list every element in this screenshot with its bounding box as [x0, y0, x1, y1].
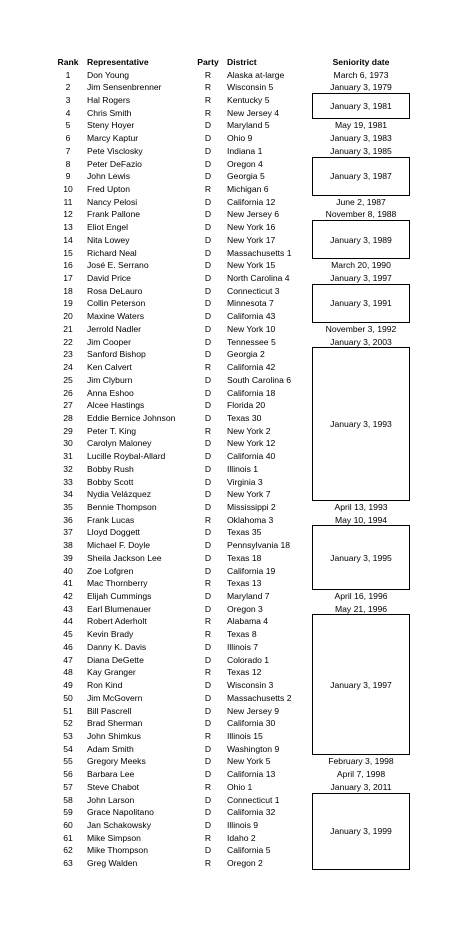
representative-cell: Kevin Brady — [87, 629, 134, 640]
district-cell: Texas 35 — [227, 527, 262, 538]
rank-cell: 32 — [63, 463, 73, 474]
seniority-date-cell: January 3, 1993 — [312, 347, 410, 501]
rank-cell: 48 — [63, 667, 73, 678]
district-cell: California 12 — [227, 196, 276, 207]
district-cell: New York 5 — [227, 756, 271, 767]
representative-cell: Adam Smith — [87, 743, 134, 754]
party-cell: D — [204, 680, 212, 691]
district-cell: Ohio 1 — [227, 781, 253, 792]
representative-cell: Lucille Roybal-Allard — [87, 451, 166, 462]
representative-cell: Anna Eshoo — [87, 387, 134, 398]
representative-cell: Marcy Kaptur — [87, 133, 139, 144]
district-cell: New York 17 — [227, 234, 276, 245]
rank-cell: 20 — [63, 311, 73, 322]
district-cell: Ohio 9 — [227, 133, 253, 144]
party-cell: D — [204, 794, 212, 805]
rank-cell: 10 — [63, 183, 73, 194]
party-cell: D — [204, 451, 212, 462]
party-cell: R — [204, 514, 212, 525]
district-cell: California 13 — [227, 769, 276, 780]
district-cell: Mississippi 2 — [227, 501, 276, 512]
party-cell: D — [204, 273, 212, 284]
rank-cell: 40 — [63, 565, 73, 576]
district-cell: Connecticut 1 — [227, 794, 280, 805]
rank-cell: 14 — [63, 234, 73, 245]
header-representative: Representative — [87, 57, 149, 67]
representative-cell: Ken Calvert — [87, 362, 132, 373]
party-cell: D — [204, 552, 212, 563]
party-cell: D — [204, 234, 212, 245]
seniority-date-cell: January 3, 1997 — [330, 273, 392, 284]
representative-cell: Bennie Thompson — [87, 501, 157, 512]
district-cell: Georgia 2 — [227, 349, 265, 360]
district-cell: California 18 — [227, 387, 276, 398]
seniority-date-cell: April 7, 1998 — [336, 769, 386, 780]
seniority-date-cell: May 21, 1996 — [334, 603, 388, 614]
party-cell: D — [204, 323, 212, 334]
rank-cell: 62 — [63, 845, 73, 856]
district-cell: Texas 8 — [227, 629, 257, 640]
rank-cell: 36 — [63, 514, 73, 525]
seniority-date-cell: March 6, 1973 — [333, 69, 389, 80]
seniority-date-cell: January 3, 1989 — [312, 220, 410, 259]
party-cell: R — [204, 183, 212, 194]
party-cell: D — [204, 247, 212, 258]
district-cell: New York 2 — [227, 425, 271, 436]
party-cell: R — [204, 858, 212, 869]
district-cell: Massachusetts 2 — [227, 692, 292, 703]
rank-cell: 56 — [63, 769, 73, 780]
representative-cell: Frank Lucas — [87, 514, 135, 525]
rank-cell: 31 — [63, 451, 73, 462]
header-district: District — [227, 57, 257, 67]
rank-cell: 59 — [63, 807, 73, 818]
representative-cell: Steve Chabot — [87, 781, 140, 792]
party-cell: D — [204, 438, 212, 449]
seniority-date-cell: January 3, 1999 — [312, 793, 410, 870]
district-cell: Texas 13 — [227, 578, 262, 589]
seniority-date-cell: February 3, 1998 — [328, 756, 394, 767]
seniority-date-cell: January 3, 1995 — [312, 525, 410, 590]
representative-cell: Danny K. Davis — [87, 641, 147, 652]
party-cell: D — [204, 641, 212, 652]
rank-cell: 49 — [63, 680, 73, 691]
rank-cell: 43 — [63, 603, 73, 614]
representative-cell: Jan Schakowsky — [87, 819, 152, 830]
party-cell: D — [204, 120, 212, 131]
rank-cell: 30 — [63, 438, 73, 449]
representative-cell: Sanford Bishop — [87, 349, 146, 360]
rank-cell: 52 — [63, 718, 73, 729]
seniority-date-cell: November 8, 1988 — [325, 209, 397, 220]
district-cell: Tennessee 5 — [227, 336, 276, 347]
party-cell: D — [204, 349, 212, 360]
representative-cell: Ron Kind — [87, 680, 123, 691]
party-cell: D — [204, 196, 212, 207]
district-cell: New Jersey 9 — [227, 705, 280, 716]
party-cell: D — [204, 209, 212, 220]
representative-cell: Chris Smith — [87, 107, 132, 118]
rank-cell: 39 — [63, 552, 73, 563]
representative-cell: Elijah Cummings — [87, 591, 152, 602]
representative-cell: Nita Lowey — [87, 234, 130, 245]
district-cell: Alaska at-large — [227, 69, 285, 80]
rank-cell: 2 — [65, 82, 71, 93]
representative-cell: José E. Serrano — [87, 260, 149, 271]
representative-cell: Rosa DeLauro — [87, 285, 143, 296]
rank-cell: 1 — [65, 69, 71, 80]
rank-cell: 63 — [63, 858, 73, 869]
seniority-date-cell: January 3, 1983 — [330, 133, 392, 144]
rank-cell: 46 — [63, 641, 73, 652]
representative-cell: Earl Blumenauer — [87, 603, 152, 614]
rank-cell: 8 — [65, 158, 71, 169]
district-cell: California 19 — [227, 565, 276, 576]
representative-cell: Hal Rogers — [87, 94, 130, 105]
party-cell: D — [204, 476, 212, 487]
representative-cell: Mike Simpson — [87, 832, 141, 843]
district-cell: New York 15 — [227, 260, 276, 271]
representative-cell: Lloyd Doggett — [87, 527, 141, 538]
party-cell: R — [204, 362, 212, 373]
party-cell: D — [204, 769, 212, 780]
party-cell: D — [204, 463, 212, 474]
district-cell: Illinois 1 — [227, 463, 259, 474]
party-cell: D — [204, 527, 212, 538]
party-cell: D — [204, 807, 212, 818]
district-cell: Georgia 5 — [227, 171, 265, 182]
seniority-date-cell: November 3, 1992 — [325, 323, 397, 334]
rank-cell: 13 — [63, 222, 73, 233]
district-cell: Oregon 4 — [227, 158, 263, 169]
representative-cell: Richard Neal — [87, 247, 137, 258]
party-cell: D — [204, 692, 212, 703]
representative-cell: Grace Napolitano — [87, 807, 154, 818]
seniority-date-cell: January 3, 1979 — [330, 82, 392, 93]
header-rank: Rank — [57, 57, 79, 67]
representative-cell: Fred Upton — [87, 183, 130, 194]
district-cell: Minnesota 7 — [227, 298, 274, 309]
rank-cell: 58 — [63, 794, 73, 805]
district-cell: Florida 20 — [227, 400, 266, 411]
district-cell: Idaho 2 — [227, 832, 256, 843]
rank-cell: 21 — [63, 323, 73, 334]
district-cell: New Jersey 4 — [227, 107, 280, 118]
representative-cell: Jim Cooper — [87, 336, 131, 347]
representative-cell: Sheila Jackson Lee — [87, 552, 162, 563]
seniority-date-cell: January 3, 1985 — [330, 145, 392, 156]
representative-cell: Alcee Hastings — [87, 400, 145, 411]
district-cell: North Carolina 4 — [227, 273, 290, 284]
party-cell: D — [204, 819, 212, 830]
party-cell: R — [204, 107, 212, 118]
seniority-date-cell: January 3, 1987 — [312, 157, 410, 196]
representative-cell: Steny Hoyer — [87, 120, 135, 131]
party-cell: D — [204, 260, 212, 271]
party-cell: D — [204, 387, 212, 398]
representative-cell: Collin Peterson — [87, 298, 146, 309]
representative-cell: Pete Visclosky — [87, 145, 143, 156]
rank-cell: 45 — [63, 629, 73, 640]
party-cell: D — [204, 285, 212, 296]
rank-cell: 15 — [63, 247, 73, 258]
rank-cell: 22 — [63, 336, 73, 347]
district-cell: Illinois 15 — [227, 730, 263, 741]
party-cell: D — [204, 501, 212, 512]
party-cell: R — [204, 69, 212, 80]
district-cell: Texas 12 — [227, 667, 262, 678]
representative-cell: Mike Thompson — [87, 845, 148, 856]
rank-cell: 19 — [63, 298, 73, 309]
representative-cell: Nancy Pelosi — [87, 196, 138, 207]
rank-cell: 34 — [63, 489, 73, 500]
district-cell: California 42 — [227, 362, 276, 373]
party-cell: D — [204, 845, 212, 856]
seniority-date-cell: January 3, 1997 — [312, 614, 410, 755]
rank-cell: 26 — [63, 387, 73, 398]
representative-cell: Jerrold Nadler — [87, 323, 141, 334]
representative-cell: David Price — [87, 273, 131, 284]
rank-cell: 44 — [63, 616, 73, 627]
rank-cell: 4 — [65, 107, 71, 118]
district-cell: Wisconsin 5 — [227, 82, 274, 93]
district-cell: Maryland 7 — [227, 591, 270, 602]
district-cell: Indiana 1 — [227, 145, 263, 156]
rank-cell: 6 — [65, 133, 71, 144]
rank-cell: 18 — [63, 285, 73, 296]
party-cell: D — [204, 336, 212, 347]
district-cell: Pennsylvania 18 — [227, 540, 291, 551]
district-cell: California 40 — [227, 451, 276, 462]
seniority-date-cell: January 3, 1991 — [312, 284, 410, 323]
rank-cell: 51 — [63, 705, 73, 716]
party-cell: D — [204, 756, 212, 767]
rank-cell: 42 — [63, 591, 73, 602]
rank-cell: 41 — [63, 578, 73, 589]
rank-cell: 57 — [63, 781, 73, 792]
party-cell: D — [204, 145, 212, 156]
district-cell: Kentucky 5 — [227, 94, 270, 105]
district-cell: New York 7 — [227, 489, 271, 500]
representative-cell: Eliot Engel — [87, 222, 129, 233]
representative-cell: Mac Thornberry — [87, 578, 148, 589]
party-cell: R — [204, 832, 212, 843]
rank-cell: 3 — [65, 94, 71, 105]
rank-cell: 37 — [63, 527, 73, 538]
district-cell: Michigan 6 — [227, 183, 269, 194]
party-cell: D — [204, 718, 212, 729]
representative-cell: Jim Sensenbrenner — [87, 82, 162, 93]
rank-cell: 33 — [63, 476, 73, 487]
party-cell: D — [204, 158, 212, 169]
party-cell: D — [204, 374, 212, 385]
rank-cell: 35 — [63, 501, 73, 512]
district-cell: New York 12 — [227, 438, 276, 449]
district-cell: Connecticut 3 — [227, 285, 280, 296]
party-cell: D — [204, 412, 212, 423]
representative-cell: Robert Aderholt — [87, 616, 147, 627]
district-cell: New York 10 — [227, 323, 276, 334]
seniority-date-cell: January 3, 1981 — [312, 93, 410, 119]
representative-cell: Greg Walden — [87, 858, 138, 869]
party-cell: D — [204, 540, 212, 551]
party-cell: D — [204, 133, 212, 144]
rank-cell: 27 — [63, 400, 73, 411]
party-cell: D — [204, 591, 212, 602]
rank-cell: 9 — [65, 171, 71, 182]
representative-cell: Bobby Scott — [87, 476, 134, 487]
representative-cell: Brad Sherman — [87, 718, 143, 729]
representative-cell: Bill Pascrell — [87, 705, 132, 716]
district-cell: California 5 — [227, 845, 271, 856]
rank-cell: 61 — [63, 832, 73, 843]
party-cell: R — [204, 667, 212, 678]
representative-cell: Don Young — [87, 69, 130, 80]
party-cell: D — [204, 565, 212, 576]
district-cell: Oregon 2 — [227, 858, 263, 869]
party-cell: D — [204, 222, 212, 233]
seniority-date-cell: January 3, 2003 — [330, 336, 392, 347]
representative-cell: Bobby Rush — [87, 463, 134, 474]
party-cell: D — [204, 311, 212, 322]
rank-cell: 25 — [63, 374, 73, 385]
party-cell: D — [204, 171, 212, 182]
seniority-date-cell: May 19, 1981 — [334, 120, 388, 131]
district-cell: Texas 18 — [227, 552, 262, 563]
seniority-date-cell: June 2, 1987 — [336, 196, 386, 207]
representative-cell: John Lewis — [87, 171, 130, 182]
rank-cell: 17 — [63, 273, 73, 284]
district-cell: Colorado 1 — [227, 654, 270, 665]
header-seniority-date: Seniority date — [332, 57, 390, 67]
rank-cell: 7 — [65, 145, 71, 156]
district-cell: Oregon 3 — [227, 603, 263, 614]
district-cell: Maryland 5 — [227, 120, 270, 131]
header-party: Party — [197, 57, 219, 67]
party-cell: R — [204, 94, 212, 105]
rank-cell: 55 — [63, 756, 73, 767]
representative-cell: Zoe Lofgren — [87, 565, 134, 576]
party-cell: D — [204, 603, 212, 614]
district-cell: California 30 — [227, 718, 276, 729]
district-cell: Virginia 3 — [227, 476, 263, 487]
party-cell: R — [204, 781, 212, 792]
rank-cell: 50 — [63, 692, 73, 703]
district-cell: Washington 9 — [227, 743, 280, 754]
representative-cell: Eddie Bernice Johnson — [87, 412, 176, 423]
representative-cell: Nydia Velázquez — [87, 489, 152, 500]
rank-cell: 5 — [65, 120, 71, 131]
party-cell: D — [204, 743, 212, 754]
representative-cell: Kay Granger — [87, 667, 136, 678]
rank-cell: 53 — [63, 730, 73, 741]
rank-cell: 16 — [63, 260, 73, 271]
district-cell: California 32 — [227, 807, 276, 818]
district-cell: Texas 30 — [227, 412, 262, 423]
party-cell: D — [204, 298, 212, 309]
party-cell: R — [204, 616, 212, 627]
party-cell: R — [204, 425, 212, 436]
representative-cell: Carolyn Maloney — [87, 438, 152, 449]
representative-cell: Jim McGovern — [87, 692, 143, 703]
party-cell: R — [204, 629, 212, 640]
rank-cell: 23 — [63, 349, 73, 360]
district-cell: New York 16 — [227, 222, 276, 233]
district-cell: Alabama 4 — [227, 616, 269, 627]
party-cell: D — [204, 705, 212, 716]
district-cell: Illinois 9 — [227, 819, 259, 830]
district-cell: California 43 — [227, 311, 276, 322]
party-cell: R — [204, 578, 212, 589]
representative-cell: John Shimkus — [87, 730, 141, 741]
district-cell: Wisconsin 3 — [227, 680, 274, 691]
seniority-date-cell: March 20, 1990 — [331, 260, 391, 271]
rank-cell: 28 — [63, 412, 73, 423]
rank-cell: 47 — [63, 654, 73, 665]
rank-cell: 12 — [63, 209, 73, 220]
seniority-date-cell: May 10, 1994 — [334, 514, 388, 525]
representative-cell: Barbara Lee — [87, 769, 135, 780]
seniority-date-cell: January 3, 2011 — [330, 781, 392, 792]
rank-cell: 60 — [63, 819, 73, 830]
rank-cell: 38 — [63, 540, 73, 551]
district-cell: Illinois 7 — [227, 641, 259, 652]
seniority-date-cell: April 16, 1996 — [334, 591, 388, 602]
seniority-date-cell: April 13, 1993 — [334, 501, 388, 512]
party-cell: D — [204, 654, 212, 665]
party-cell: R — [204, 730, 212, 741]
representative-cell: Frank Pallone — [87, 209, 141, 220]
representative-cell: Gregory Meeks — [87, 756, 146, 767]
party-cell: D — [204, 489, 212, 500]
representative-cell: Jim Clyburn — [87, 374, 133, 385]
representative-cell: John Larson — [87, 794, 135, 805]
rank-cell: 29 — [63, 425, 73, 436]
rank-cell: 24 — [63, 362, 73, 373]
district-cell: New Jersey 6 — [227, 209, 280, 220]
representative-cell: Peter DeFazio — [87, 158, 142, 169]
party-cell: D — [204, 400, 212, 411]
district-cell: South Carolina 6 — [227, 374, 292, 385]
rank-cell: 54 — [63, 743, 73, 754]
district-cell: Massachusetts 1 — [227, 247, 292, 258]
representative-cell: Michael F. Doyle — [87, 540, 151, 551]
party-cell: R — [204, 82, 212, 93]
representative-cell: Maxine Waters — [87, 311, 144, 322]
district-cell: Oklahoma 3 — [227, 514, 274, 525]
rank-cell: 11 — [63, 196, 73, 207]
representative-cell: Diana DeGette — [87, 654, 144, 665]
representative-cell: Peter T. King — [87, 425, 137, 436]
